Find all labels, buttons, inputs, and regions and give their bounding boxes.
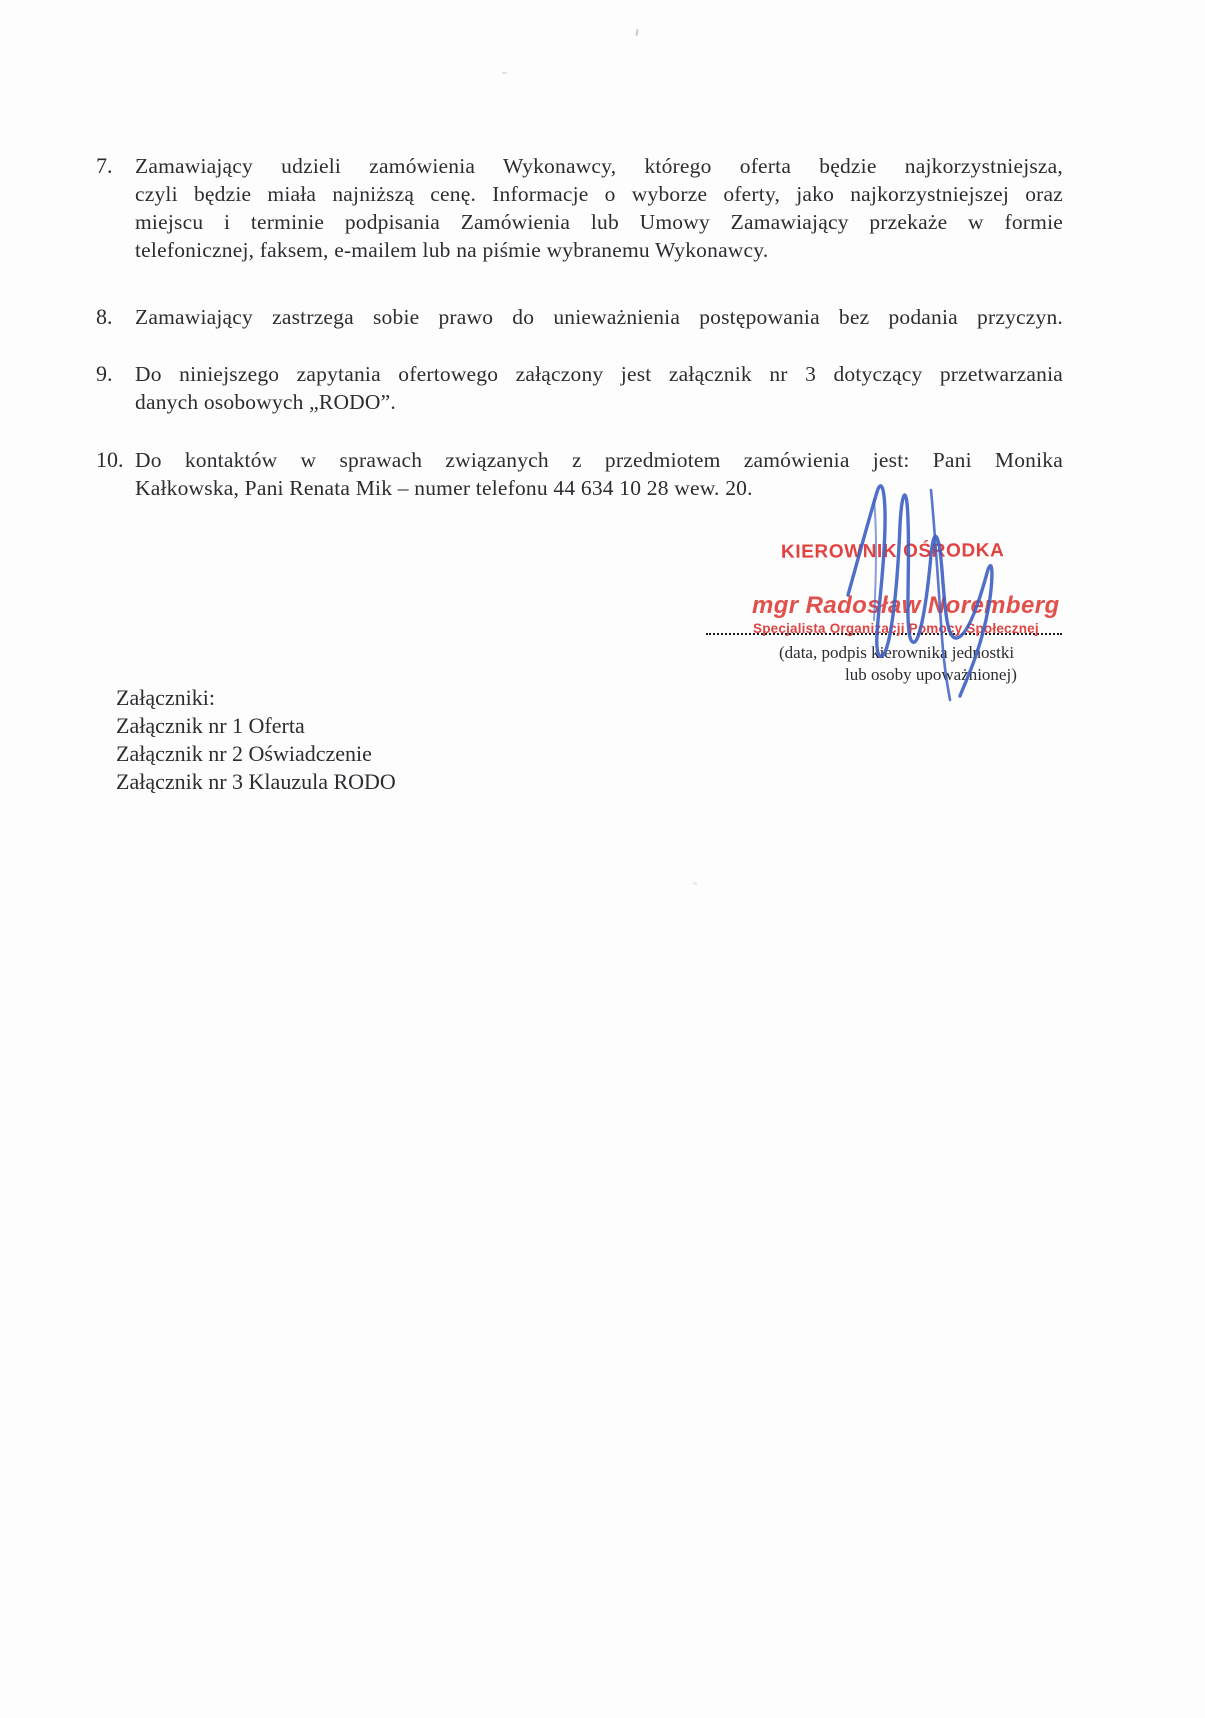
list-item-text xyxy=(135,152,1063,264)
list-number: 9. xyxy=(96,361,113,386)
list-number: 10. xyxy=(96,447,124,472)
attachment-line: Załącznik nr 2 Oświadczenie xyxy=(116,741,372,766)
text-line: Do kontaktów w sprawach związanych z przedmiotem zamówienia jest: Pani Monika xyxy=(135,448,1063,472)
attachments-heading: Załączniki: xyxy=(116,685,215,710)
attachment-line: Załącznik nr 1 Oferta xyxy=(116,713,305,738)
list-item-7 xyxy=(96,152,1063,264)
attachment-line: Załącznik nr 3 Klauzula RODO xyxy=(116,769,396,794)
text-line: Kałkowska, Pani Renata Mik – numer telefonu 44 634 10 28 wew. 20. xyxy=(135,476,753,500)
scan-speck xyxy=(502,72,507,74)
text-line: danych osobowych „RODO”. xyxy=(135,390,396,414)
stamp-title: KIEROWNIK OŚRODKA xyxy=(780,540,1005,563)
list-item-text xyxy=(135,303,1063,331)
text-line: Zamawiający zastrzega sobie prawo do unieważnienia postępowania bez podania przyczyn. xyxy=(135,305,1063,329)
list-item-9 xyxy=(96,360,1063,416)
scan-speck xyxy=(693,882,697,885)
signature-caption-line1: (data, podpis kierownika jednostki xyxy=(779,643,1015,662)
stamp-name: mgr Radosław Noremberg xyxy=(752,592,1060,619)
attachments-section xyxy=(116,684,396,796)
list-item-8 xyxy=(96,303,1063,331)
text-line: Do niniejszego zapytania ofertowego załączony jest załącznik nr 3 dotyczący przetwarzania xyxy=(135,362,1063,386)
list-item-text xyxy=(135,360,1063,416)
signature-caption-line2: lub osoby upoważnionej) xyxy=(845,665,1017,684)
text-line: czyli będzie miała najniższą cenę. Informacje o wyborze oferty, jako najkorzystniejszej oraz xyxy=(135,182,1063,206)
list-item-10 xyxy=(96,446,1063,502)
list-number: 7. xyxy=(96,153,113,178)
text-line: telefonicznej, faksem, e-mailem lub na piśmie wybranemu Wykonawcy. xyxy=(135,238,769,262)
list-number: 8. xyxy=(96,304,113,329)
scan-speck xyxy=(636,29,639,36)
text-line: miejscu i terminie podpisania Zamówienia lub Umowy Zamawiający przekaże w formie xyxy=(135,210,1063,234)
stamp-role: Specjalista Organizacji Pomocy Społecznej xyxy=(753,621,1039,636)
list-item-text xyxy=(135,446,1063,502)
text-line: Zamawiający udzieli zamówienia Wykonawcy, którego oferta będzie najkorzystniejsza, xyxy=(135,154,1063,178)
